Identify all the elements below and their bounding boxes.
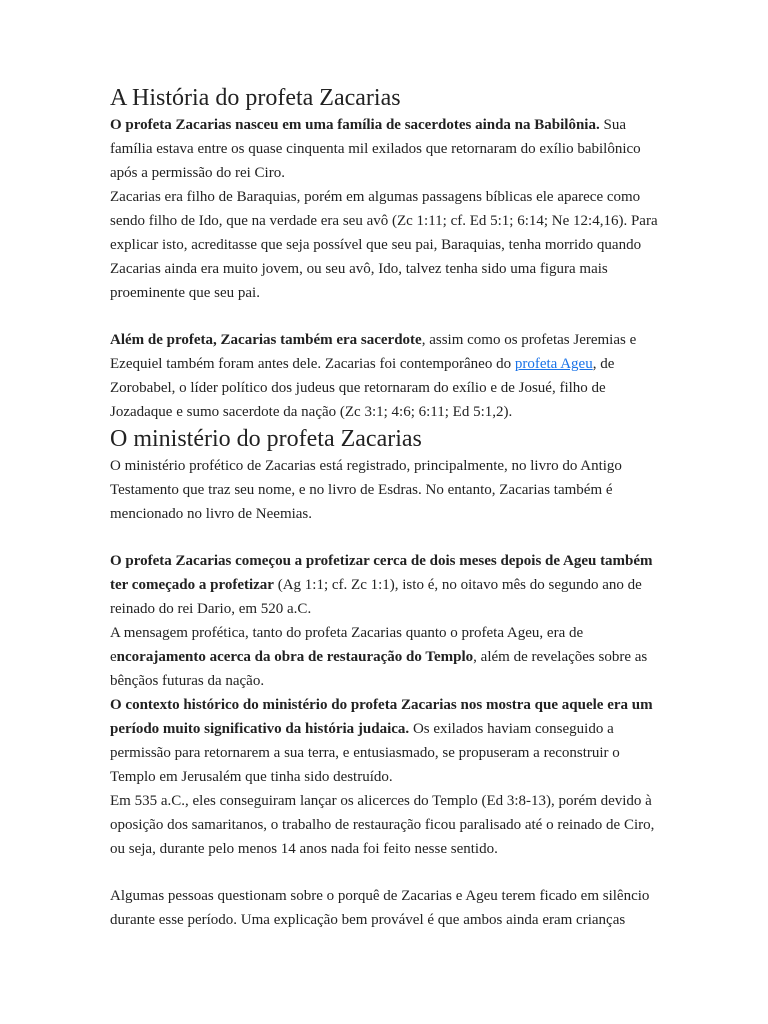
paragraph-alicerces: Em 535 a.C., eles conseguiram lançar os alicerces do Templo (Ed 3:8-13), porém devido à oposição dos samaritanos, o trabalho de restauração ficou paralisado até o reinado de Ciro, ou seja, durante pelo menos 14 anos nada foi feito nesse sentido. — [110, 793, 655, 857]
paragraph-sacerdote — [110, 328, 658, 424]
paragraph-text: (Ag 1:1; cf. Zc 1:1), isto é, no oitavo mês do segundo ano de reinado do rei Dario, em 520 a.C. — [110, 577, 642, 617]
paragraph-text: , além de revelações sobre as bênçãos futuras da nação. — [110, 649, 648, 689]
bold-text: ncorajamento acerca da obra de restauração do Templo — [116, 649, 474, 665]
paragraph-text: Sua família estava entre os quase cinquenta mil exilados que retornaram do exílio babilônico após a permissão do rei Ciro. — [110, 117, 641, 181]
heading-historia: A História do profeta Zacarias — [110, 85, 401, 111]
paragraph-text: Os exilados haviam conseguido a permissão para retornarem a sua terra, e entusiasmado, se propuseram a reconstruir o Templo em Jerusalém que tinha sido destruído. — [110, 721, 620, 785]
paragraph-spacer — [110, 861, 658, 884]
paragraph-text: A mensagem profética, tanto do profeta Zacarias quanto o profeta Ageu, era de e — [110, 625, 584, 665]
document-body — [110, 83, 658, 932]
bold-text: O contexto histórico do ministério do profeta Zacarias nos mostra que aquele era um período muito significativo da história judaica. — [110, 697, 653, 737]
paragraph-filiacao: Zacarias era filho de Baraquias, porém em algumas passagens bíblicas ele aparece como sendo filho de Ido, que na verdade era seu avô (Zc 1:11; cf. Ed 5:1; 6:14; Ne 12:4,16). Para explicar isto, acreditasse que seja possível que seu pai, Baraquias, tenha morrido quando Zacarias ainda era muito jovem, ou seu avô, Ido, talvez tenha sido uma figura mais proeminente que seu pai. — [110, 189, 658, 301]
paragraph-text: , de Zorobabel, o líder político dos judeus que retornaram do exílio e de Josué, filho de Jozadaque e sumo sacerdote da nação (Zc 3:1; 4:6; 6:11; Ed 5:1,2). — [110, 356, 615, 420]
paragraph-inicio-profecia — [110, 549, 658, 621]
paragraph-mensagem — [110, 621, 658, 693]
paragraph-silencio: Algumas pessoas questionam sobre o porquê de Zacarias e Ageu terem ficado em silêncio durante esse período. Uma explicação bem provável é que ambos ainda eram crianças — [110, 888, 650, 928]
paragraph-spacer — [110, 526, 658, 549]
paragraph-contexto — [110, 693, 658, 789]
bold-text: O profeta Zacarias nasceu em uma família de sacerdotes ainda na Babilônia. — [110, 117, 600, 133]
bold-text: O profeta Zacarias começou a profetizar cerca de dois meses depois de Ageu também ter começado a profetizar — [110, 553, 653, 593]
heading-ministerio: O ministério do profeta Zacarias — [110, 426, 422, 452]
bold-text: Além de profeta, Zacarias também era sacerdote — [110, 332, 422, 348]
paragraph-spacer — [110, 305, 658, 328]
paragraph-nascimento — [110, 113, 658, 185]
link-profeta-ageu[interactable]: profeta Ageu — [514, 356, 593, 372]
paragraph-text: , assim como os profetas Jeremias e Ezequiel também foram antes dele. Zacarias foi contemporâneo do — [110, 332, 637, 372]
paragraph-ministerio: O ministério profético de Zacarias está registrado, principalmente, no livro do Antigo Testamento que traz seu nome, e no livro de Esdras. No entanto, Zacarias também é mencionado no livro de Neemias. — [110, 458, 622, 522]
